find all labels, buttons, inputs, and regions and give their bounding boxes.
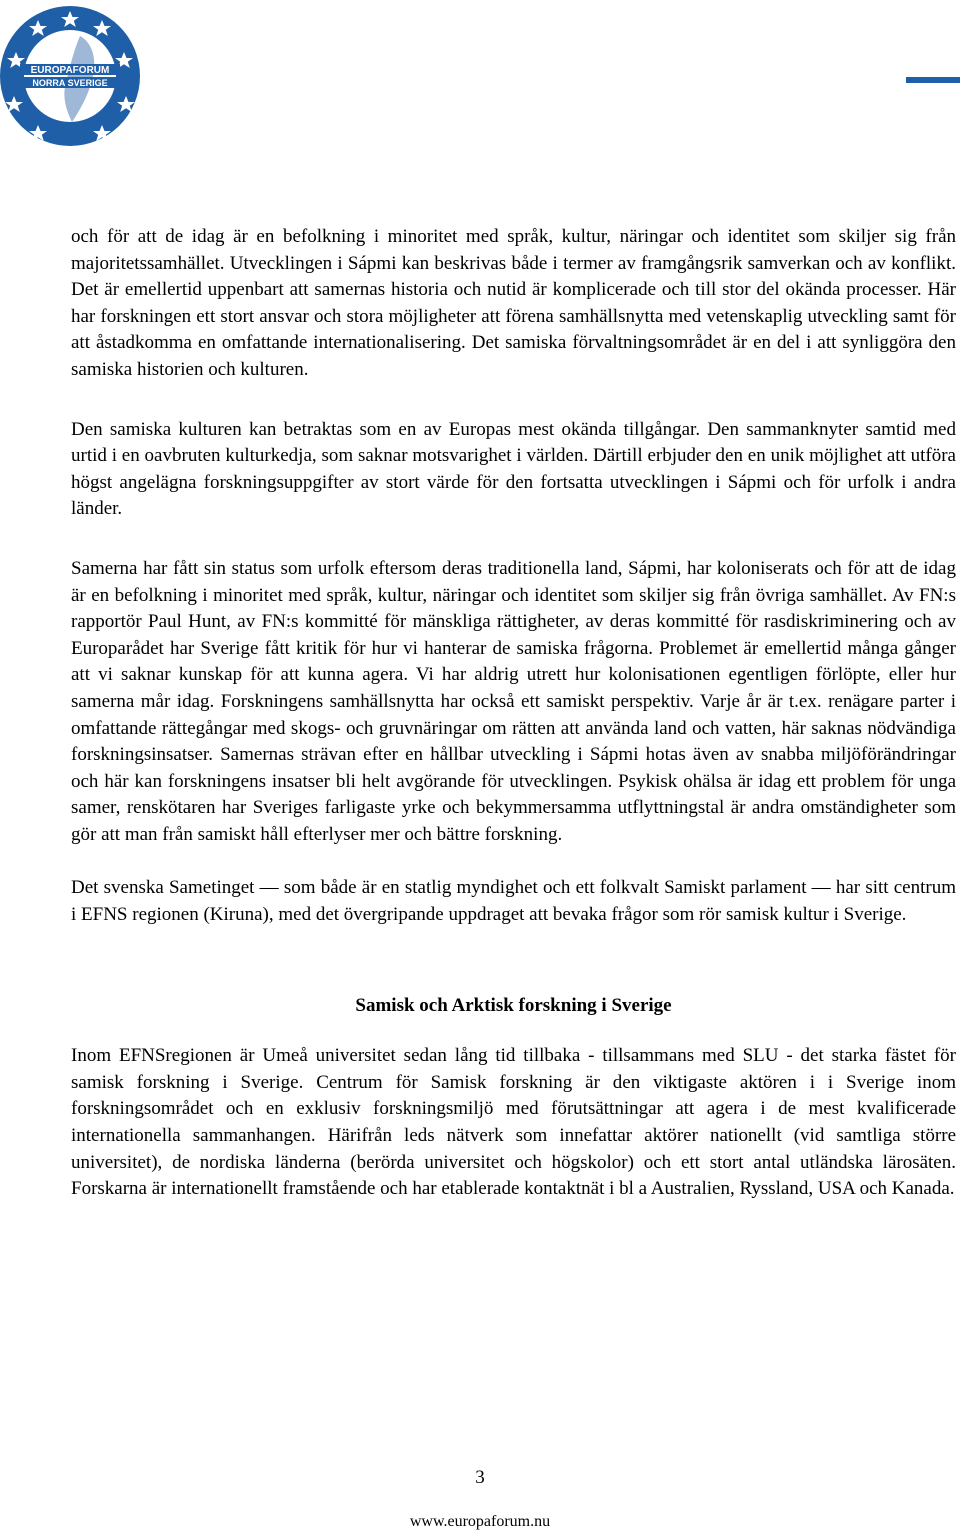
section-heading: Samisk och Arktisk forskning i Sverige <box>355 994 672 1016</box>
logo-text-line2: NORRA SVERIGE <box>32 78 108 88</box>
europaforum-logo <box>0 0 150 160</box>
logo-text-line1: EUROPAFORUM <box>30 65 110 76</box>
page-number: 3 <box>475 1467 485 1488</box>
paragraph-intro: och för att de idag är en befolkning i minoritet med språk, kultur, näringar och identitet som skiljer sig från majoritetssamhället. Utvecklingen i Sápmi kan beskrivas både i termer av framgångsrik samverkan och av konflikt. Det är emellertid uppenbart att samernas historia och nutid är komplicerade och till stor del okända processer. Här har forskningen ett stort ansvar och stora möjligheter att förena samhällsnytta med vetenskaplig utveckling samt för att åstadkomma en omfattande internationalisering. Det samiska förvaltningsområdet är en del i att synliggöra den samiska historien och kulturen. <box>71 226 956 380</box>
paragraph-research: Inom EFNSregionen är Umeå universitet sedan lång tid tillbaka - tillsammans med SLU - det starka fästet för samisk forskning i Sverige. Centrum för Samisk forskning är den viktigaste aktören i i Sverige inom forskningsområdet och en exklusiv forskningsmiljö med förutsättningar att agera i de mest kvalificerade internationella sammanhangen. Härifrån leds nätverk som innefattar aktörer nationellt (vid samtliga större universitet), de nordiska länderna (berörda universitet och högskolor) och ett stort antal utländska lärosäten. Forskarna är internationellt framstående och har etablerade kontaktnät i bl a Australien, Ryssland, USA och Kanada. <box>71 1045 956 1200</box>
europaforum-emblem-icon <box>0 0 150 160</box>
header-accent-bar <box>906 77 960 83</box>
paragraph-sametinget: Det svenska Sametinget — som både är en statlig myndighet och ett folkvalt Samiskt parlament — har sitt centrum i EFNS regionen (Kiruna), med det övergripande uppdraget att bevaka frågor som rör samisk kultur i Sverige. <box>71 877 956 926</box>
paragraph-culture: Den samiska kulturen kan betraktas som en av Europas mest okända tillgångar. Den sammanknyter samtid med urtid i en oavbruten kulturkedja, som saknar motsvarighet i världen. Därtill erbjuder den en unik möjlighet att utföra högst angelägna forskningsuppgifter av stort värde för den fortsatta utvecklingen i Sápmi och för urfolk i andra länder. <box>71 418 956 520</box>
document-body <box>71 224 956 1203</box>
footer-url: www.europaforum.nu <box>409 1513 551 1530</box>
paragraph-status: Samerna har fått sin status som urfolk eftersom deras traditionella land, Sápmi, har koloniserats och för att de idag är en befolkning i minoritet med språk, kultur, näringar och identitet som skiljer sig från övriga samhället. Av FN:s rapportör Paul Hunt, av FN:s kommitté för mänskliga rättigheter, av deras kommitté för rasdiskriminering och av Europarådet har Sverige fått kritik för hur vi hanterar de samiska frågorna. Problemet är emellertid många gånger att vi saknar kunskap för att kunna agera. Vi har aldrig utrett hur kolonisationen egentligen förlöpte, eller hur samerna mår idag. Forskningens samhällsnytta har också ett samiskt perspektiv. Varje år är t.ex. renägare parter i omfattande rättegångar med skogs- och gruvnäringar om rätten att använda land och vatten, här saknas nödvändiga forskningsinsatser. Samernas strävan efter en hållbar utveckling i Sápmi hotas även av snabba miljöförändringar och här kan forskningens insatser bli helt avgörande för utvecklingen. Psykisk ohälsa är idag ett problem för unga samer, renskötaren har Sveriges farligaste yrke och bekymmersamma utflyttningstal är andra omständigheter som gör att man från samiskt håll efterlyser mer och bättre forskning. <box>71 557 956 845</box>
